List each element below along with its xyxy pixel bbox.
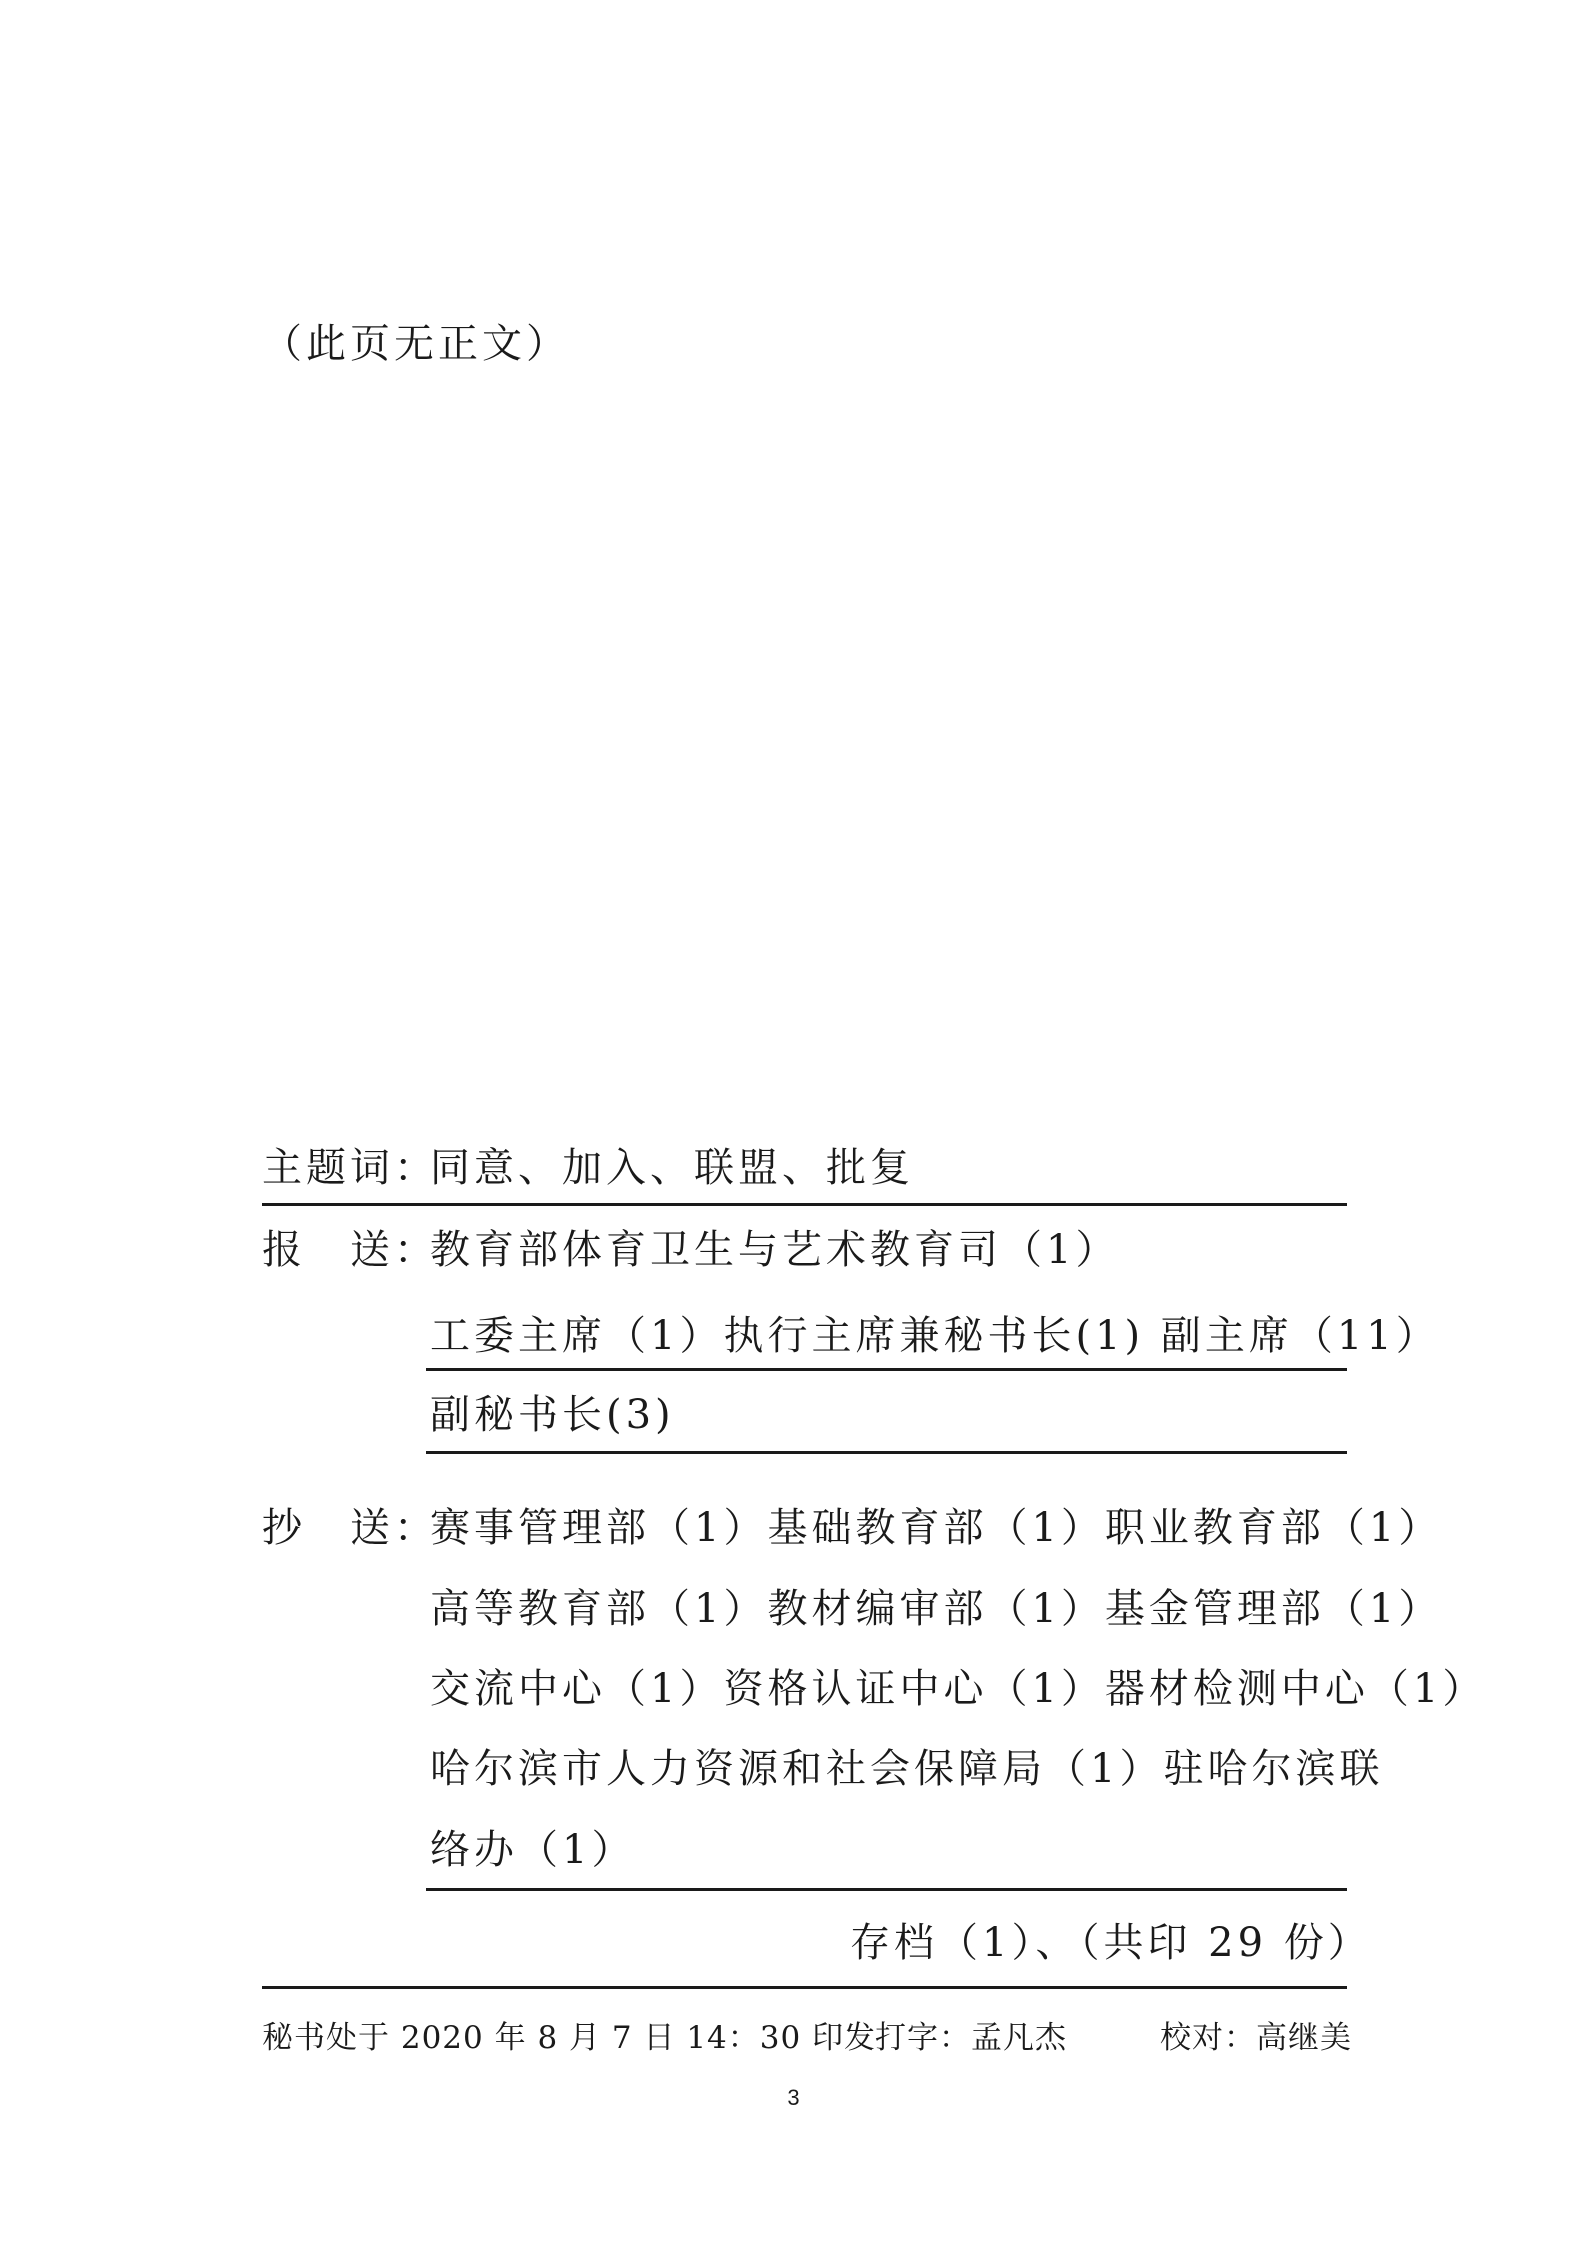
subject-words-value: 同意、加入、联盟、批复 — [430, 1145, 914, 1191]
copy-to-line: 高等教育部（1）教材编审部（1）基金管理部（1） — [430, 1586, 1443, 1632]
proofreader-info: 校对：高继美 — [1160, 2020, 1352, 2056]
subject-divider — [262, 1203, 1347, 1206]
footer-top-rule — [262, 1986, 1347, 1989]
report-section-divider — [426, 1451, 1347, 1454]
typist-info: 打字：孟凡杰 — [875, 2020, 1067, 2056]
copy-to-line: 络办（1） — [430, 1827, 636, 1873]
copy-divider — [426, 1888, 1347, 1891]
subject-words-label: 主题词： — [262, 1145, 438, 1191]
copy-to-line: 哈尔滨市人力资源和社会保障局（1）驻哈尔滨联 — [430, 1746, 1384, 1792]
report-to-line: 教育部体育卫生与艺术教育司（1） — [430, 1227, 1120, 1273]
report-divider — [426, 1368, 1347, 1371]
report-to-line: 副秘书长(3) — [430, 1392, 675, 1438]
report-to-label: 报 送： — [262, 1227, 438, 1273]
report-to-line: 工委主席（1）执行主席兼秘书长(1) 副主席（11） — [430, 1313, 1440, 1359]
archive-note: 存档（1）、（共印 29 份） — [850, 1920, 1372, 1966]
copy-to-line: 交流中心（1）资格认证中心（1）器材检测中心（1） — [430, 1666, 1487, 1712]
page-number: 3 — [787, 2085, 800, 2110]
issued-info: 秘书处于 2020 年 8 月 7 日 14：30 印发 — [262, 2020, 877, 2056]
no-body-note: （此页无正文） — [262, 321, 570, 367]
copy-to-line: 赛事管理部（1）基础教育部（1）职业教育部（1） — [430, 1505, 1443, 1551]
copy-to-label: 抄 送： — [262, 1505, 438, 1551]
